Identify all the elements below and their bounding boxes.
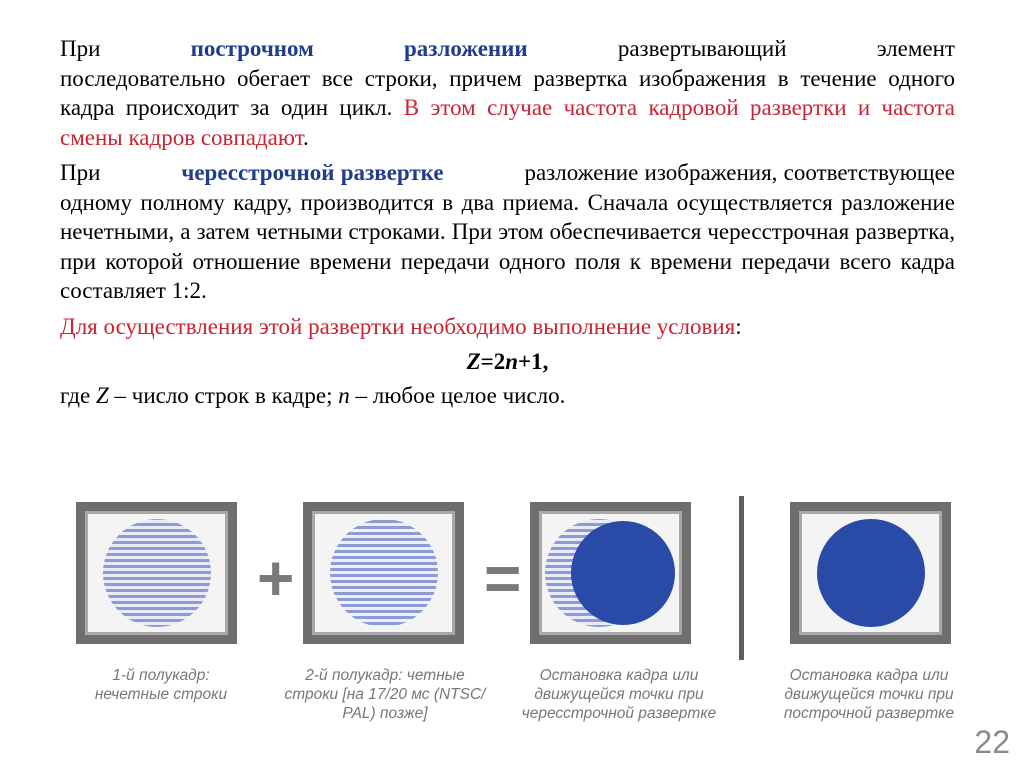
caption-interlaced-result: [514, 666, 724, 723]
caption-progressive-line2: движущейся точки при: [784, 686, 954, 703]
caption-interlaced-line1: Остановка кадра или: [539, 667, 699, 684]
caption-progressive-line3: построчной развертке: [783, 705, 955, 722]
legend-mid: – число строк в кадре;: [114, 382, 333, 408]
legend-suffix: – любое целое число.: [355, 382, 566, 408]
paragraph-interlaced: [60, 158, 955, 306]
circle-progressive-solid: [799, 511, 942, 635]
word-pri: При: [60, 36, 101, 61]
circle-interlaced-motion: [539, 511, 682, 635]
term-interlaced: чересстрочной развертке: [181, 160, 444, 185]
page-number: 22: [974, 724, 1010, 760]
section-divider: [739, 496, 744, 660]
caption-odd-line1: 1-й полукадр:: [112, 667, 210, 684]
legend-prefix: где: [60, 382, 91, 408]
caption-interlaced-line2: движущейся точки при: [534, 686, 704, 703]
frame-progressive-result: [790, 502, 951, 644]
paragraph-progressive-body: последовательно обегает все строки, причем развертка изображения в течение одного кадра происходит за один цикл.: [60, 65, 955, 120]
caption-progressive-result: [764, 666, 974, 723]
caption-odd-field: [56, 666, 266, 704]
caption-even-line2: строки [на 17/20 мс (NTSC/: [284, 686, 486, 703]
term-progressive: построчном: [190, 36, 314, 61]
legend-z: Z: [95, 382, 109, 408]
caption-even-field: [280, 666, 490, 723]
condition-text: Для осуществления этой развертки необходимо выполнение условия: [60, 313, 736, 339]
paragraph-condition: [60, 312, 955, 342]
formula-z: Z: [466, 349, 481, 374]
formula-eq: =2: [480, 349, 506, 374]
caption-even-line3: PAL) позже]: [342, 705, 428, 722]
formula: [60, 347, 955, 377]
condition-colon: :: [735, 313, 742, 339]
caption-progressive-line1: Остановка кадра или: [789, 667, 949, 684]
formula-plus: +1,: [518, 349, 549, 374]
formula-n: n: [505, 349, 519, 374]
frame-interlaced-result: [530, 502, 691, 644]
scan-illustration: [0, 488, 1024, 767]
frame-even-field: [303, 502, 464, 644]
circle-odd-lines: [85, 511, 228, 635]
slide-text: [60, 34, 955, 416]
paragraph-progressive-period: .: [303, 124, 309, 150]
paragraph-progressive: [60, 34, 955, 152]
equals-sign: =: [484, 542, 522, 614]
frame-odd-field: [76, 502, 237, 644]
caption-even-line1: 2-й полукадр: четные: [305, 667, 465, 684]
caption-odd-line2: нечетные строки: [94, 686, 228, 703]
paragraph-progressive-line1-rest: развертывающий элемент: [617, 36, 955, 61]
term-decomposition: разложении: [403, 36, 528, 61]
plus-sign: +: [257, 542, 295, 614]
legend-n: n: [338, 382, 350, 408]
word-pri-2: При: [60, 160, 101, 185]
circle-even-lines: [312, 511, 455, 635]
formula-legend: [60, 381, 955, 411]
caption-interlaced-line3: чересстрочной развертке: [521, 705, 717, 722]
paragraph-interlaced-body: разложение изображения, соответствующее одному полному кадру, производится в два приема. Сначала осуществляется разложение нечетными, а затем четными строками. При этом обеспечивается чересстрочная развертка, при которой отношение времени передачи одного поля к времени передачи всего кадра составляет 1:2.: [60, 160, 956, 303]
paragraph-progressive-line1: [60, 34, 955, 64]
paragraph-progressive-highlight: В этом случае частота кадровой развертки и частота смены кадров совпадают: [60, 95, 956, 150]
